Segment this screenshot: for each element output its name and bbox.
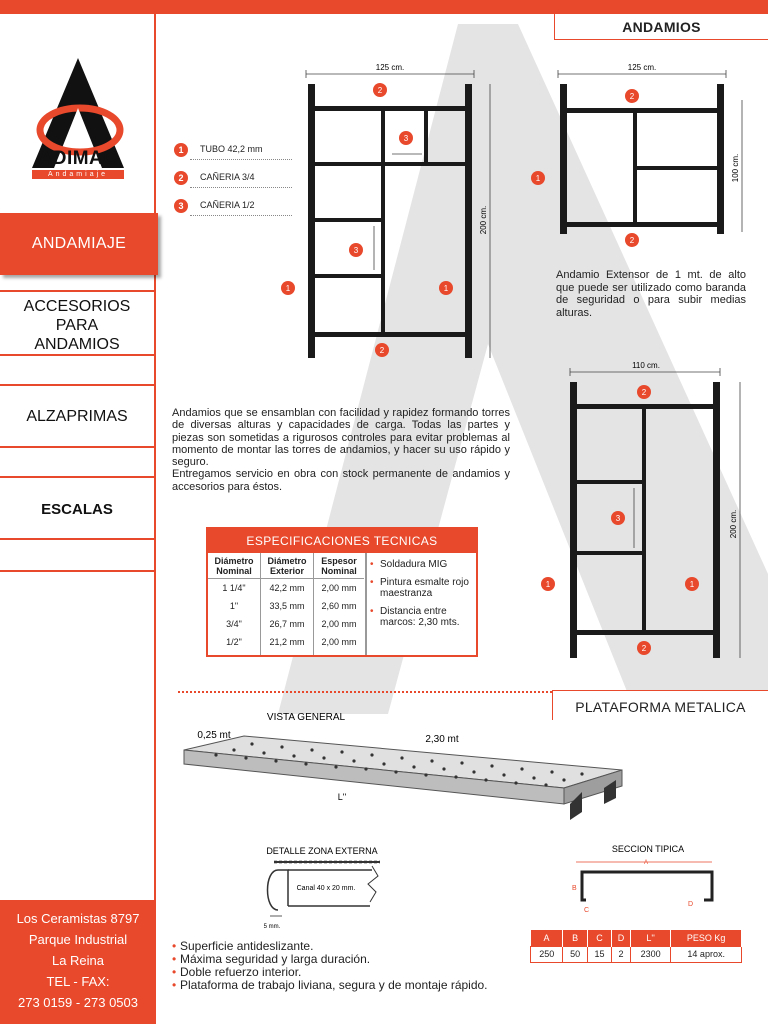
marker-badge: 3 [174, 199, 188, 213]
legend-label: CAÑERIA 3/4 [200, 172, 255, 182]
contact-block [0, 900, 156, 1024]
specs-cell: 42,2 mm [269, 583, 305, 593]
detalle-zona-externa [252, 844, 392, 932]
sidebar-item-label: PARA [55, 317, 99, 334]
sidebar-item-label: ACCESORIOS [23, 298, 131, 315]
table-cell: 15 [587, 946, 611, 962]
specs-header-line: Diámetro [267, 556, 307, 566]
specs-separator [365, 553, 367, 655]
table-header-row [531, 930, 742, 946]
specs-header-line: Nominal [216, 566, 252, 576]
contact-area: Parque Industrial [28, 932, 128, 947]
table-cell: 50 [563, 946, 587, 962]
marker-badge: 1 [285, 284, 291, 293]
specs-header-line: Exterior [269, 566, 304, 576]
marker-badge: 1 [174, 143, 188, 157]
table-header-cell: A [531, 930, 563, 946]
sidebar-divider [0, 446, 154, 448]
legend-label: TUBO 42,2 mm [200, 144, 263, 154]
brand-name: ADIMAC [38, 148, 118, 169]
platform-width-label: 0,25 mt [197, 730, 231, 741]
sidebar-divider [0, 290, 154, 292]
marker-badge: 3 [403, 134, 409, 143]
section-letter: C [584, 907, 590, 914]
specs-note: • Soldadura MIG [370, 559, 476, 571]
sidebar-divider [0, 476, 154, 478]
specs-column [314, 553, 364, 651]
sidebar-divider [0, 384, 154, 386]
table-header-cell: L'' [630, 930, 671, 946]
table-row [531, 946, 742, 962]
specs-cell: 1 1/4" [222, 583, 246, 593]
main-frame-diagram [278, 60, 508, 370]
frame-height-label: 200 cm. [479, 205, 488, 235]
marker-badge: 3 [353, 246, 359, 255]
marker-badge: 3 [615, 514, 621, 523]
specs-body [208, 553, 476, 655]
marker-badge: 2 [641, 388, 647, 397]
specs-header-line: Espesor [321, 556, 357, 566]
table-cell: 2 [612, 946, 631, 962]
table-header-cell: D [612, 930, 631, 946]
table-cell: 2300 [630, 946, 671, 962]
seccion-tipica [562, 840, 734, 920]
frame-width-label: 125 cm. [375, 63, 405, 72]
specs-cell: 2,00 mm [321, 637, 357, 647]
sidebar-divider [0, 354, 154, 356]
specs-cell: 2,60 mm [321, 601, 357, 611]
platform-dimensions-table [530, 930, 742, 963]
brand-tagline: Andamiaje [32, 170, 124, 179]
specs-cell: 2,00 mm [321, 619, 357, 629]
marker-badge: 1 [535, 174, 541, 183]
sidebar-item-accesorios[interactable] [0, 297, 154, 354]
specs-cell: 33,5 mm [269, 601, 305, 611]
marker-badge: 2 [629, 236, 635, 245]
section-letter: A [643, 860, 649, 866]
marker-badge: 1 [443, 284, 449, 293]
table-header-cell: C [587, 930, 611, 946]
list-item: • Doble refuerzo interior. [172, 966, 552, 979]
section-title-plataforma: PLATAFORMA METALICA [552, 690, 768, 720]
canal-label: Canal 40 x 20 mm. [296, 885, 356, 892]
specs-cell: 3/4" [226, 619, 242, 629]
specs-cell: 21,2 mm [269, 637, 305, 647]
specs-cell: 2,00 mm [321, 583, 357, 593]
frame-width-label: 110 cm. [632, 361, 660, 370]
main-content [158, 14, 768, 1024]
specs-cell: 1" [229, 601, 239, 611]
description [172, 407, 510, 493]
table-cell: 14 aprox. [671, 946, 742, 962]
platform-features [172, 940, 552, 992]
section-title-andamios: ANDAMIOS [554, 14, 768, 40]
marker-badge: 1 [689, 580, 695, 589]
extensor-frame-diagram [530, 60, 760, 260]
frame-height-label: 200 cm. [729, 509, 738, 539]
gap-label: 5 mm. [263, 924, 281, 930]
sidebar-divider [0, 538, 154, 540]
specs-notes [370, 559, 476, 635]
list-item: • Superficie antideslizante. [172, 940, 552, 953]
legend-item [174, 199, 284, 227]
section-letter: B [572, 885, 577, 892]
list-item: • Máxima seguridad y larga duración. [172, 953, 552, 966]
specs-header-line: Nominal [321, 566, 357, 576]
extensor-note: Andamio Extensor de 1 mt. de alto que puede ser utilizado como baranda de seguridad o para subir medias alturas. [556, 269, 746, 319]
vista-general-label: VISTA GENERAL [266, 712, 346, 723]
marker-badge: 2 [379, 346, 385, 355]
description-paragraph: Andamios que se ensamblan con facilidad y rapidez formando torres de diversas alturas y capacidades de carga. Todas las partes y piezas son sometidas a rigurosos controles para evitar problemas al momento de montar las torres de andamios, y hacer su uso rápido y seguro. [172, 407, 510, 469]
sidebar-item-escalas[interactable]: ESCALAS [41, 501, 113, 518]
specs-column [261, 553, 313, 651]
description-paragraph: Entregamos servicio en obra con stock permanente de andamios y accesorios para éstos. [172, 468, 510, 493]
sidebar-divider [0, 570, 154, 572]
narrow-frame-diagram [534, 358, 764, 668]
legend-label: CAÑERIA 1/2 [200, 200, 255, 210]
marker-badge: 1 [545, 580, 551, 589]
specs-header [261, 553, 313, 579]
legend-item [174, 143, 284, 171]
frame-height-label: 100 cm. [731, 153, 740, 183]
marker-badge: 2 [629, 92, 635, 101]
specs-note: • Pintura esmalte rojo maestranza [370, 577, 476, 600]
table-header-cell: B [563, 930, 587, 946]
contact-address: Los Ceramistas 8797 [16, 911, 140, 926]
specs-column [208, 553, 260, 651]
specs-header [208, 553, 260, 579]
contact-phone-label: TEL - FAX: [46, 974, 110, 989]
specs-table [206, 527, 478, 657]
frame-width-label: 125 cm. [627, 63, 657, 72]
table-header-cell: PESO Kg [671, 930, 742, 946]
specs-note: • Distancia entre marcos: 2,30 mts. [370, 606, 476, 629]
specs-title: ESPECIFICACIONES TECNICAS [208, 529, 476, 553]
list-item: • Plataforma de trabajo liviana, segura y de montaje rápido. [172, 979, 552, 992]
specs-cell: 26,7 mm [269, 619, 305, 629]
sidebar-item-andamiaje[interactable]: ANDAMIAJE [0, 213, 158, 275]
legend-divider [190, 159, 292, 160]
legend-divider [190, 215, 292, 216]
sidebar [0, 14, 156, 1024]
table-cell: 250 [531, 946, 563, 962]
marker-badge: 2 [174, 171, 188, 185]
seccion-title: SECCION TIPICA [611, 844, 685, 854]
specs-header [314, 553, 364, 579]
section-letter: D [688, 901, 694, 908]
detalle-title: DETALLE ZONA EXTERNA [266, 846, 378, 856]
contact-city: La Reina [51, 953, 105, 968]
platform-l-label: L'' [337, 792, 347, 802]
legend-item [174, 171, 284, 199]
contact-phones: 273 0159 - 273 0503 [18, 995, 138, 1010]
platform-length-label: 2,30 mt [425, 734, 459, 745]
top-accent-bar [0, 0, 768, 14]
platform-general-view [172, 708, 632, 838]
specs-header-line: Diámetro [214, 556, 254, 566]
legend-divider [190, 187, 292, 188]
section-divider [178, 691, 552, 693]
marker-badge: 2 [641, 644, 647, 653]
sidebar-item-alzaprimas[interactable]: ALZAPRIMAS [26, 408, 128, 425]
specs-cell: 1/2" [226, 637, 242, 647]
marker-badge: 2 [377, 86, 383, 95]
pipe-legend [174, 143, 284, 227]
sidebar-item-label: ANDAMIOS [34, 336, 120, 353]
